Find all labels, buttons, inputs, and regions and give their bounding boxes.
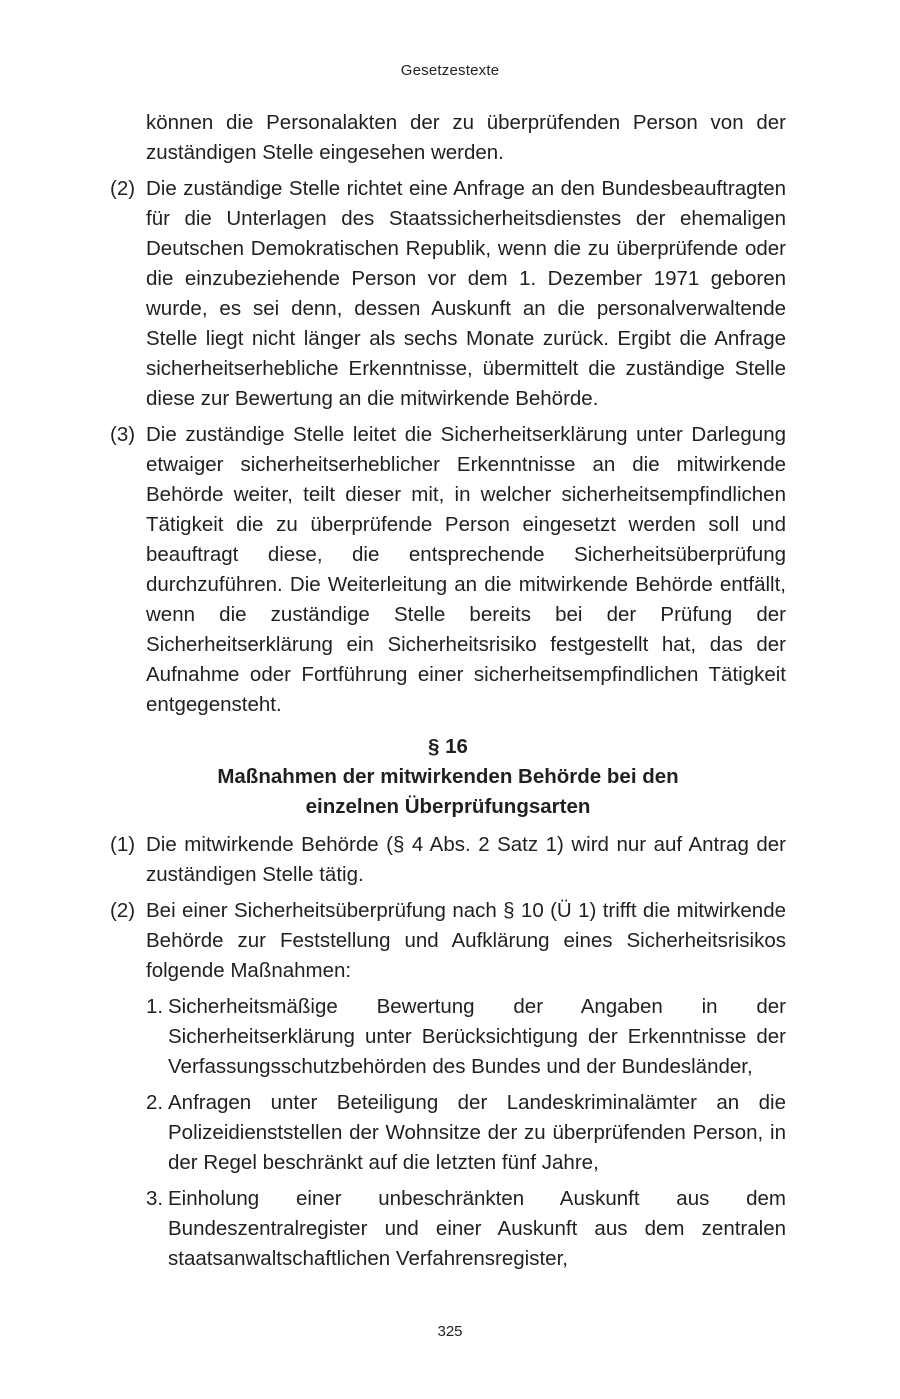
paragraph-item (110, 896, 786, 986)
paragraph-text: Die zuständige Stelle leitet die Sicherheitserklärung unter Darlegung etwaiger sicherheitserheblicher Erkenntnisse an die mitwirkende Behörde weiter, teilt dieser mit, in welcher sicherheitsempfindlichen Tätigkeit die zu überprüfende Person eingesetzt werden soll und beauftragt diese, die entsprechende Sicherheitsüberprüfung durchzuführen. Die Weiterleitung an die mitwirkende Behörde entfällt, wenn die zuständige Stelle bereits bei der Prüfung der Sicherheitserklärung ein Sicherheitsrisiko festgestellt hat, das der Aufnahme oder Fortführung einer sicherheitsempfindlichen Tätigkeit entgegensteht. (146, 423, 786, 716)
paragraph-item (110, 174, 786, 414)
paragraph-number: (2) (110, 899, 136, 922)
section-title-line-1: Maßnahmen der mitwirkenden Behörde bei den (217, 765, 679, 788)
paragraph-text: Bei einer Sicherheitsüberprüfung nach § 10 (Ü 1) trifft die mitwirkende Behörde zur Feststellung und Aufklärung eines Sicherheitsrisikos folgende Maßnahmen: (146, 899, 786, 982)
paragraph-text: Die zuständige Stelle richtet eine Anfrage an den Bundesbeauftragten für die Unterlagen des Staatssicherheitsdienstes der ehemaligen Deutschen Demokratischen Republik, wenn die zu überprüfende oder die einzubeziehende Person vor dem 1. Dezember 1971 geboren wurde, es sei denn, dessen Auskunft an die personalverwaltende Stelle liegt nicht länger als sechs Monate zurück. Ergibt die Anfrage sicherheitserhebliche Erkenntnisse, übermittelt die zuständige Stelle diese zur Bewertung an die mitwirkende Behörde. (146, 177, 786, 410)
body-text (110, 108, 786, 1274)
list-item-text: Anfragen unter Beteiligung der Landeskriminalämter an die Polizeidienststellen der Wohnsitze der zu überprüfenden Person, in der Regel beschränkt auf die letzten fünf Jahre, (168, 1091, 786, 1174)
page-number: 325 (437, 1323, 463, 1340)
continuation-paragraph: können die Personalakten der zu überprüfenden Person von der zuständigen Stelle eingesehen werden. (146, 111, 786, 164)
section-number: § 16 (428, 735, 468, 758)
list-item-number: 3. (146, 1187, 164, 1210)
list-item (146, 992, 786, 1082)
list-item-number: 1. (146, 995, 164, 1018)
list-item-number: 2. (146, 1091, 164, 1114)
paragraph-number: (2) (110, 177, 136, 200)
list-item-text: Einholung einer unbeschränkten Auskunft aus dem Bundeszentralregister und einer Auskunft aus dem zentralen staatsanwaltschaftlichen Verfahrensregister, (168, 1187, 786, 1270)
section-title-line-2: einzelnen Überprüfungsarten (305, 795, 591, 818)
paragraph-text: Die mitwirkende Behörde (§ 4 Abs. 2 Satz 1) wird nur auf Antrag der zuständigen Stelle tätig. (146, 833, 786, 886)
list-item (146, 1184, 786, 1274)
paragraph-item (110, 420, 786, 720)
running-head: Gesetzestexte (400, 62, 500, 79)
list-item (146, 1088, 786, 1178)
paragraph-item (110, 830, 786, 890)
paragraph-number: (3) (110, 423, 136, 446)
paragraph-number: (1) (110, 833, 136, 856)
list-item-text: Sicherheitsmäßige Bewertung der Angaben in der Sicherheitserklärung unter Berücksichtigung der Erkenntnisse der Verfassungsschutzbehörden des Bundes und der Bundesländer, (168, 995, 786, 1078)
measures-list (110, 992, 786, 1274)
